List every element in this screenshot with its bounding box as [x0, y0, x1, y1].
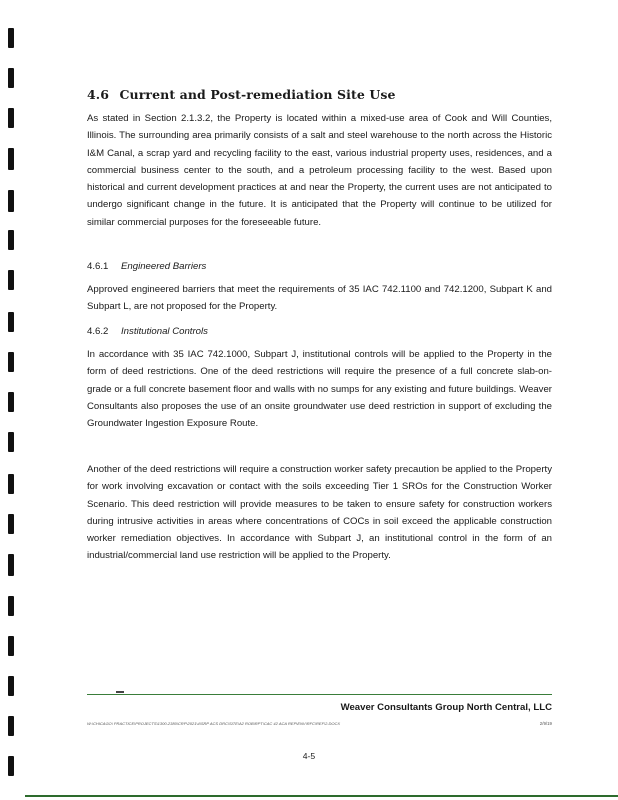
footer-date: 2/9/19 [539, 721, 552, 726]
binder-hole [8, 554, 14, 576]
binder-hole [8, 474, 14, 494]
binder-hole [8, 676, 14, 696]
binder-hole [8, 230, 14, 250]
site-use-paragraph: As stated in Section 2.1.3.2, the Property is located within a mixed-use area of Cook and Will Counties, Illinois. The surrounding area primarily consists of a salt and steel warehouse to the north across the Historic I&M Canal, a scrap yard and recycling facility to the east, various industrial property uses, residences, and a commercial business center to the south, and a petroleum processing facility to the west. Based upon historical and current development practices at and near the Property, the current uses are not anticipated to undergo significant change in the future. It is anticipated that the Property will continue to be utilized for similar commercial purposes for the foreseeable future. [87, 113, 552, 228]
section-heading [87, 87, 396, 102]
binder-hole [8, 432, 14, 452]
binder-hole [8, 636, 14, 656]
subsection-heading-controls [87, 326, 208, 337]
subsection-number: 4.6.1 [87, 261, 109, 272]
binder-hole [8, 312, 14, 332]
barriers-paragraph: Approved engineered barriers that meet the requirements of 35 IAC 742.1100 and 742.1200, Subpart K and Subpart L, are not proposed for the Property. [87, 284, 552, 313]
section-title: Current and Post-remediation Site Use [119, 87, 396, 102]
binder-hole [8, 148, 14, 170]
footer-rule [87, 694, 552, 695]
bottom-edge-rule [25, 795, 618, 797]
binder-hole [8, 28, 14, 48]
binder-hole [8, 392, 14, 412]
binder-hole [8, 190, 14, 212]
section-number: 4.6 [87, 87, 110, 102]
subsection-heading-barriers [87, 261, 206, 272]
binder-hole [8, 68, 14, 88]
page-number: 4-5 [302, 751, 316, 761]
subsection-title: Institutional Controls [121, 326, 208, 337]
controls-paragraph-1: In accordance with 35 IAC 742.1000, Subpart J, institutional controls will be applied to the Property in the form of deed restrictions. One of the deed restrictions will require the presence of a full concrete slab-on-grade or a full concrete basement floor and walls with no sumps for any existing and future buildings. Weaver Consultants also proposes the use of an onsite groundwater use deed restriction in support of excluding the Groundwater Ingestion Exposure Route. [87, 349, 552, 430]
binder-hole [8, 716, 14, 736]
binder-hole [8, 596, 14, 616]
footer-file-path: W:\CHICAGO\ PRACTICE\PROJECTS\1300-2380\CRP\2021\4\SRP ACS DRC\SITE\A2 ROB\RPT\CAC 42 ACA REP\ENV\RFC\REF\2.DOCX [87, 721, 341, 726]
binder-hole [8, 108, 14, 128]
subsection-title: Engineered Barriers [121, 261, 207, 272]
binder-hole [8, 514, 14, 534]
subsection-number: 4.6.2 [87, 326, 109, 337]
binder-hole [8, 352, 14, 372]
controls-paragraph-2: Another of the deed restrictions will require a construction worker safety precaution be applied to the Property for work involving excavation or contact with the soils exceeding Tier 1 SROs for the Construction Worker Scenario. This deed restriction will provide measures to be taken to ensure safety for construction workers during intrusive activities in areas where concentrations of COCs in soil exceed the applicable construction worker remediation objectives. In accordance with Subpart J, an institutional control in the form of an industrial/commercial land use restriction will be applied to the Property. [87, 464, 552, 562]
footer-company: Weaver Consultants Group North Central, LLC [340, 702, 552, 713]
binder-holes [0, 0, 20, 800]
footer-rule-mark [116, 691, 124, 693]
binder-hole [8, 270, 14, 290]
